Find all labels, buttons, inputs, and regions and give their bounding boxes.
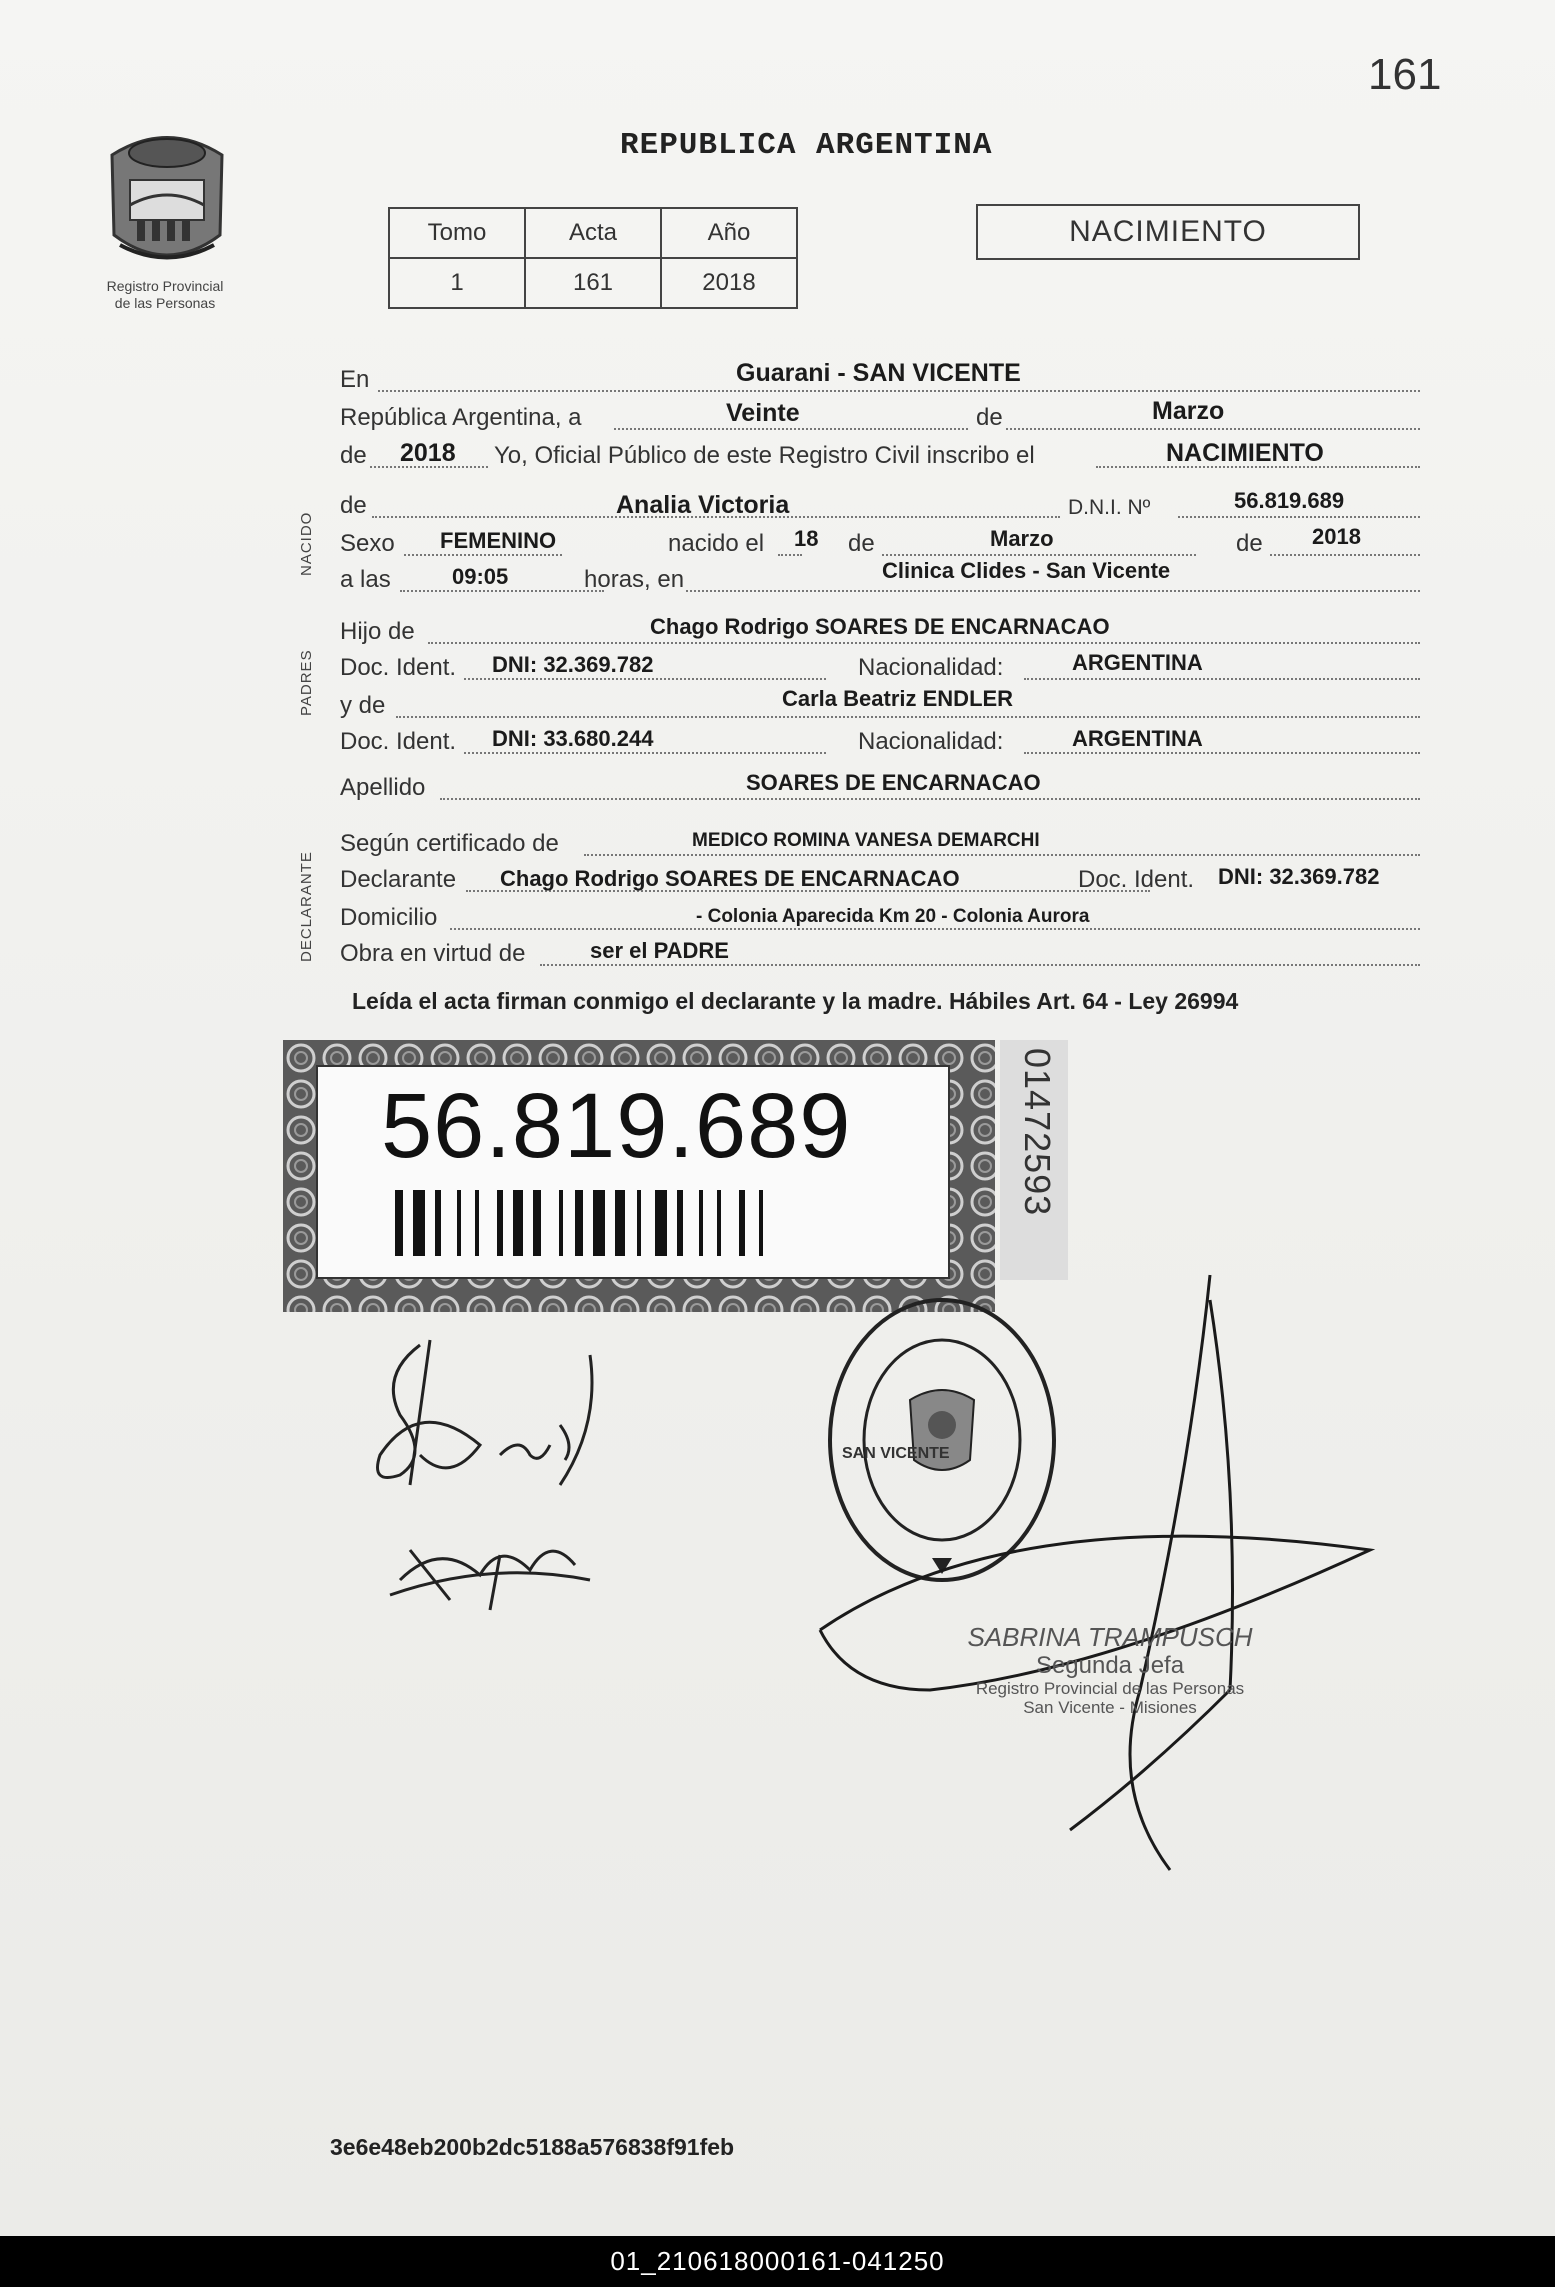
value-lugar-inscripcion: Guarani - SAN VICENTE — [736, 359, 1021, 387]
province-crest-icon — [92, 125, 242, 275]
officer-place: San Vicente - Misiones — [1023, 1698, 1197, 1717]
closing-statement: Leída el acta firman conmigo el declarante y la madre. Hábiles Art. 64 - Ley 26994 — [352, 988, 1239, 1014]
value-apellido: SOARES DE ENCARNACAO — [746, 770, 1041, 795]
dotted-line — [686, 590, 1420, 592]
dotted-line — [614, 428, 968, 430]
value-nombre: Analia Victoria — [616, 491, 790, 519]
value-anio: 2018 — [400, 439, 456, 467]
dotted-line — [1006, 428, 1420, 430]
barcode-bar — [759, 1190, 763, 1256]
side-label-padres: PADRES — [298, 649, 315, 716]
label-republica: República Argentina, a — [340, 404, 582, 431]
label-nacido: nacido el — [668, 530, 765, 557]
row-fecha — [340, 397, 1420, 436]
label-apellido: Apellido — [340, 774, 426, 801]
dotted-line — [404, 554, 562, 556]
label-de: de — [340, 442, 367, 469]
row-obra — [340, 936, 1420, 972]
barcode-bar — [637, 1190, 641, 1256]
dotted-line — [1024, 752, 1420, 754]
registry-value-acta: 161 — [525, 258, 661, 308]
value-padre-nacionalidad: ARGENTINA — [1072, 650, 1203, 675]
officer-role: Segunda Jefa — [1035, 1652, 1185, 1679]
row-apellido — [340, 770, 1420, 806]
sticker-dni-number: 56.819.689 — [381, 1075, 852, 1177]
label-doc: Doc. Ident. — [1078, 866, 1195, 893]
registry-value-anio: 2018 — [661, 258, 797, 308]
dotted-line — [428, 642, 1420, 644]
row-nombre — [340, 488, 1420, 524]
value-tipo: NACIMIENTO — [1166, 439, 1324, 467]
label-oficial: Yo, Oficial Público de este Registro Civil inscribo el — [494, 442, 1035, 469]
label-domicilio: Domicilio — [340, 904, 438, 931]
record-type-box: NACIMIENTO — [976, 204, 1360, 260]
barcode-bar — [475, 1190, 479, 1256]
row-oficial — [340, 438, 1420, 474]
row-madre-doc — [340, 724, 1420, 760]
value-hora: 09:05 — [452, 564, 509, 589]
row-en — [340, 359, 1420, 398]
officer-stamp — [960, 1622, 1260, 1717]
barcode-bar — [435, 1190, 441, 1256]
label-de: de — [1236, 530, 1263, 557]
row-certificado — [340, 826, 1420, 862]
dotted-line — [778, 554, 802, 556]
label-alas: a las — [340, 566, 391, 593]
value-madre: Carla Beatriz ENDLER — [782, 686, 1014, 711]
label-de: de — [848, 530, 875, 557]
document-hash: 3e6e48eb200b2dc5188a576838f91feb — [330, 2134, 735, 2160]
dotted-line — [1270, 554, 1420, 556]
dotted-line — [540, 964, 1420, 966]
seal-place: SAN VICENTE — [842, 1445, 950, 1462]
officer-name: SABRINA TRAMPUSCH — [967, 1622, 1253, 1652]
registry-table — [388, 207, 798, 309]
registry-header-tomo: Tomo — [389, 208, 525, 258]
dotted-line — [400, 590, 604, 592]
value-declarante-doc: DNI: 32.369.782 — [1218, 864, 1380, 889]
file-id-bar: 01_210618000161-041250 — [0, 2236, 1555, 2287]
value-nacido-mes: Marzo — [990, 526, 1054, 551]
label-sexo: Sexo — [340, 530, 395, 557]
barcode-bar — [457, 1190, 461, 1256]
label-nacionalidad: Nacionalidad: — [858, 728, 1004, 755]
value-dia: Veinte — [726, 399, 800, 427]
label-horas-en: horas, en — [584, 566, 685, 593]
barcode-bar — [717, 1190, 721, 1256]
serial-strip — [1000, 1040, 1068, 1280]
row-declarante — [340, 862, 1420, 898]
dotted-line — [396, 716, 1420, 718]
barcode-bar — [593, 1190, 605, 1256]
row-domicilio — [340, 900, 1420, 936]
label-de: de — [340, 492, 367, 519]
dotted-line — [1024, 678, 1420, 680]
dotted-line — [378, 390, 1420, 392]
row-padre — [340, 614, 1420, 650]
label-obra: Obra en virtud de — [340, 940, 526, 967]
dotted-line — [450, 928, 1420, 930]
row-padre-doc — [340, 650, 1420, 686]
dotted-line — [440, 798, 1420, 800]
barcode-bar — [655, 1190, 667, 1256]
label-declarante: Declarante — [340, 866, 457, 893]
row-sexo — [340, 526, 1420, 562]
value-dni: 56.819.689 — [1234, 488, 1345, 513]
row-hora — [340, 558, 1420, 598]
side-label-nacido: NACIDO — [298, 511, 315, 576]
document-title: REPUBLICA ARGENTINA — [620, 128, 993, 163]
crest-caption — [80, 278, 250, 312]
barcode-bar — [699, 1190, 703, 1256]
label-yde: y de — [340, 692, 386, 719]
label-hijo: Hijo de — [340, 618, 415, 645]
side-label-declarante: DECLARANTE — [298, 851, 315, 962]
label-doc: Doc. Ident. — [340, 654, 457, 681]
barcode-bar — [615, 1190, 625, 1256]
value-certificado: MEDICO ROMINA VANESA DEMARCHI — [692, 830, 1040, 851]
dotted-line — [464, 752, 826, 754]
barcode-bar — [513, 1190, 523, 1256]
crest-caption-line: de las Personas — [114, 295, 216, 311]
signature-declarante-icon — [360, 1335, 610, 1495]
value-declarante: Chago Rodrigo SOARES DE ENCARNACAO — [500, 866, 960, 891]
value-lugar-nacimiento: Clinica Clides - San Vicente — [882, 558, 1171, 583]
label-en: En — [340, 366, 370, 393]
value-sexo: FEMENINO — [440, 528, 557, 553]
value-nacido-anio: 2018 — [1312, 524, 1361, 549]
dotted-line — [584, 854, 1420, 856]
value-madre-doc: DNI: 33.680.244 — [492, 726, 654, 751]
registry-value-tomo: 1 — [389, 258, 525, 308]
barcode-bar — [497, 1190, 503, 1256]
dotted-line — [1178, 516, 1420, 518]
barcode-bar — [559, 1190, 563, 1256]
barcode-bar — [395, 1190, 403, 1256]
value-madre-nacionalidad: ARGENTINA — [1072, 726, 1203, 751]
officer-office: Registro Provincial de las Personas — [975, 1679, 1245, 1698]
value-padre-doc: DNI: 32.369.782 — [492, 652, 654, 677]
signature-madre-icon — [380, 1520, 600, 1620]
registry-header-acta: Acta — [525, 208, 661, 258]
barcode-bar — [575, 1190, 583, 1256]
label-de: de — [976, 404, 1003, 431]
value-padre: Chago Rodrigo SOARES DE ENCARNACAO — [650, 614, 1110, 639]
crest-caption-line: Registro Provincial — [106, 278, 224, 294]
value-obra: ser el PADRE — [590, 938, 729, 963]
label-dni: D.N.I. Nº — [1068, 496, 1151, 519]
barcode-bar — [739, 1190, 745, 1256]
page-number: 161 — [1368, 50, 1442, 99]
dotted-line — [882, 554, 1196, 556]
value-mes: Marzo — [1152, 397, 1225, 425]
registry-header-anio: Año — [661, 208, 797, 258]
serial-number: 01472593 — [1017, 1048, 1058, 1217]
barcode-bar — [533, 1190, 541, 1256]
label-certificado: Según certificado de — [340, 830, 559, 857]
row-madre — [340, 688, 1420, 724]
dotted-line — [464, 678, 826, 680]
label-doc: Doc. Ident. — [340, 728, 457, 755]
label-nacionalidad: Nacionalidad: — [858, 654, 1004, 681]
barcode-bar — [677, 1190, 683, 1256]
signature-officer-icon — [810, 1270, 1390, 1910]
value-domicilio: - Colonia Aparecida Km 20 - Colonia Aurora — [696, 906, 1090, 927]
barcode-bar — [413, 1190, 425, 1256]
value-nacido-dia: 18 — [794, 526, 819, 551]
